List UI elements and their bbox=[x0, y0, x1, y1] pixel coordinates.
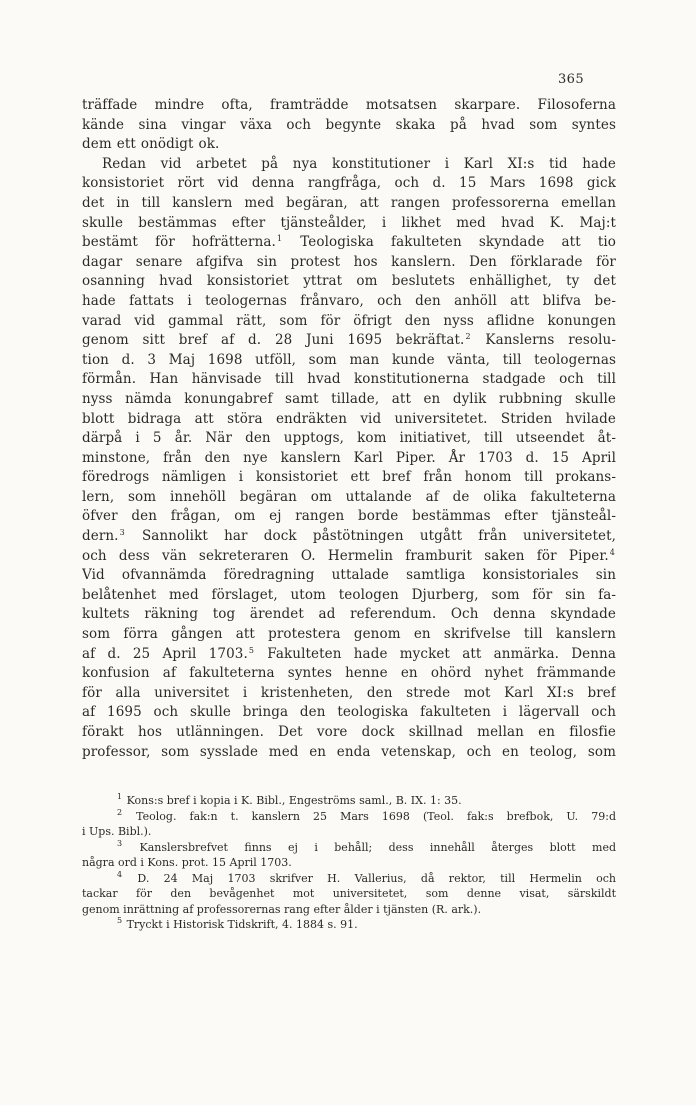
footnote-reference: 4 bbox=[609, 547, 615, 557]
text-line bbox=[82, 527, 616, 547]
line-text: osanning hvad konsistoriet yttrat om beslutets enhällighet, ty det bbox=[82, 273, 616, 290]
footnote-reference: 3 bbox=[119, 528, 125, 538]
text-line bbox=[82, 566, 616, 586]
line-text: kände sina vingar växa och begynte skaka på hvad som syntes bbox=[82, 116, 616, 133]
line-text: dagar senare afgifva sin protest hos kanslern. Den förklarade för bbox=[82, 253, 616, 270]
text-line bbox=[82, 468, 616, 488]
text-line bbox=[82, 96, 616, 116]
text-line bbox=[82, 390, 616, 410]
footnote-line bbox=[82, 809, 616, 825]
line-text: dern. bbox=[82, 528, 119, 545]
text-line bbox=[82, 449, 616, 469]
line-text: D. 24 Maj 1703 skrifver H. Vallerius, då rektor, till Hermelin och bbox=[123, 871, 616, 885]
line-text-continued: Sannolikt har dock påstötningen utgått från universitetet, bbox=[125, 528, 616, 545]
text-line bbox=[82, 645, 616, 665]
footnote-reference: 5 bbox=[248, 645, 255, 655]
text-line bbox=[82, 507, 616, 527]
line-text-continued: Kanslerns resolu- bbox=[471, 332, 616, 349]
line-text: Kanslersbrefvet finns ej i behåll; dess innehåll återges blott med bbox=[123, 840, 616, 854]
line-text: Vid ofvannämda föredragning uttalade samtliga konsistoriales sin bbox=[82, 567, 616, 584]
line-text: lern, som innehöll begäran om uttalande af de olika fakulteterna bbox=[82, 488, 616, 505]
footnote-line bbox=[82, 840, 616, 856]
text-line bbox=[82, 292, 616, 312]
line-text: tackar för den bevågenhet mot universitetet, som denne visat, särskildt bbox=[82, 887, 616, 900]
line-text: några ord i Kons. prot. 15 April 1703. bbox=[82, 856, 292, 869]
line-text: i Ups. Bibl.). bbox=[82, 825, 152, 838]
text-line bbox=[82, 743, 616, 763]
text-line bbox=[82, 410, 616, 430]
footnote-reference: 2 bbox=[465, 332, 471, 342]
footnote-marker: 5 bbox=[117, 917, 123, 925]
line-text: konsistoriet rört vid denna rangfråga, och d. 15 Mars 1698 gick bbox=[82, 175, 616, 192]
line-text: förakt hos utlänningen. Det vore dock skillnad mellan en filosfie bbox=[82, 724, 616, 740]
line-text: för alla universitet i kristenheten, den strede mot Karl XI:s bref bbox=[82, 684, 616, 701]
text-line bbox=[82, 272, 616, 292]
line-text: professor, som sysslade med en enda vetenskap, och en teolog, som bbox=[82, 743, 616, 760]
line-text: skulle bestämmas efter tjänsteålder, i likhet med hvad K. Maj:t bbox=[82, 214, 616, 231]
line-text: träffade mindre ofta, framträdde motsatsen skarpare. Filosoferna bbox=[82, 97, 616, 113]
line-text-continued: Teologiska fakulteten skyndade att tio bbox=[283, 234, 616, 251]
footnote-line bbox=[82, 855, 616, 871]
text-line bbox=[82, 174, 616, 194]
footnote-reference: 1 bbox=[276, 234, 283, 244]
text-line bbox=[82, 155, 616, 175]
footnote-marker: 2 bbox=[117, 808, 123, 817]
footnote-line bbox=[82, 871, 616, 887]
footnote-line bbox=[82, 902, 616, 918]
line-text: genom inrättning af professorernas rang efter ålder i tjänsten (R. ark.). bbox=[82, 902, 482, 916]
footnote-marker: 3 bbox=[117, 839, 123, 848]
footnote-marker: 4 bbox=[117, 870, 123, 879]
text-line bbox=[82, 370, 616, 390]
line-text: det in till kanslern med begäran, att rangen professorerna emellan bbox=[82, 194, 616, 211]
text-line bbox=[82, 605, 616, 625]
line-text: af d. 25 April 1703. bbox=[82, 645, 248, 662]
footnote-marker: 1 bbox=[117, 793, 123, 801]
line-text: dem ett onödigt ok. bbox=[82, 136, 220, 153]
text-line bbox=[82, 723, 616, 743]
text-line bbox=[82, 116, 616, 136]
footnote-line bbox=[82, 793, 616, 809]
line-text: Tryckt i Historisk Tidskrift, 4. 1884 s. 91. bbox=[123, 918, 358, 931]
line-text: och dess vän sekreteraren O. Hermelin framburit saken för Piper. bbox=[82, 547, 609, 564]
text-line bbox=[82, 684, 616, 704]
line-text: Kons:s bref i kopia i K. Bibl., Engeströms saml., B. IX. 1: 35. bbox=[123, 794, 462, 807]
line-text: konfusion af fakulteterna syntes henne en ohörd nyhet främmande bbox=[82, 665, 616, 682]
line-text: blott bidraga att störa endräkten vid universitetet. Striden hvilade bbox=[82, 410, 616, 427]
line-text: nyss nämda konungabref samt tillade, att en dylik rubbning skulle bbox=[82, 390, 616, 407]
line-text: bestämt för hofrätterna. bbox=[82, 234, 276, 251]
text-line bbox=[82, 331, 616, 351]
footnote-line bbox=[82, 824, 616, 840]
footnotes bbox=[82, 793, 616, 933]
line-text: föredrogs nämligen i konsistoriet ett bref från honom till prokans- bbox=[82, 469, 616, 486]
text-line bbox=[82, 429, 616, 449]
text-line bbox=[82, 625, 616, 645]
line-text: Redan vid arbetet på nya konstitutioner i Karl XI:s tid hade bbox=[102, 155, 616, 172]
line-text: varad vid gammal rätt, som för öfrigt den nyss aflidne konungen bbox=[82, 312, 616, 329]
line-text: hade fattats i teologernas frånvaro, och den anhöll att blifva be- bbox=[82, 292, 616, 309]
line-text: kultets räkning tog ärendet ad referendum. Och denna skyndade bbox=[82, 606, 616, 623]
text-line bbox=[82, 586, 616, 606]
line-text: af 1695 och skulle bringa den teologiska fakulteten i lägervall och bbox=[82, 704, 616, 721]
text-line bbox=[82, 214, 616, 234]
text-line bbox=[82, 135, 616, 155]
text-line bbox=[82, 351, 616, 371]
line-text: Teolog. fak:n t. kanslern 25 Mars 1698 (Teol. fak:s brefbok, U. 79:d bbox=[123, 809, 616, 823]
line-text-continued: Fakulteten hade mycket att anmärka. Denna bbox=[255, 645, 616, 662]
line-text: förmån. Han hänvisade till hvad konstitutionerna stadgade och till bbox=[82, 371, 616, 388]
line-text: belåtenhet med förslaget, utom teologen Djurberg, som för sin fa- bbox=[82, 586, 616, 603]
line-text: därpå i 5 år. När den upptogs, kom initiativet, till utseendet åt- bbox=[82, 430, 616, 447]
line-text: genom sitt bref af d. 28 Juni 1695 bekräftat. bbox=[82, 332, 465, 349]
line-text: som förra gången att protestera genom en skrifvelse till kanslern bbox=[82, 626, 616, 643]
text-line bbox=[82, 253, 616, 273]
text-line bbox=[82, 194, 616, 214]
line-text: minstone, från den nye kanslern Karl Piper. År 1703 d. 15 April bbox=[82, 449, 616, 466]
page-number: 365 bbox=[557, 72, 584, 87]
footnote-line bbox=[82, 917, 616, 933]
text-line bbox=[82, 233, 616, 253]
text-line bbox=[82, 547, 616, 567]
main-text bbox=[82, 96, 616, 762]
line-text: tion d. 3 Maj 1698 utföll, som man kunde vänta, till teologernas bbox=[82, 351, 616, 368]
text-line bbox=[82, 488, 616, 508]
text-line bbox=[82, 664, 616, 684]
footnote-line bbox=[82, 886, 616, 902]
text-line bbox=[82, 312, 616, 332]
text-line bbox=[82, 703, 616, 723]
line-text: öfver den frågan, om ej rangen borde bestämmas efter tjänsteål- bbox=[82, 508, 616, 525]
